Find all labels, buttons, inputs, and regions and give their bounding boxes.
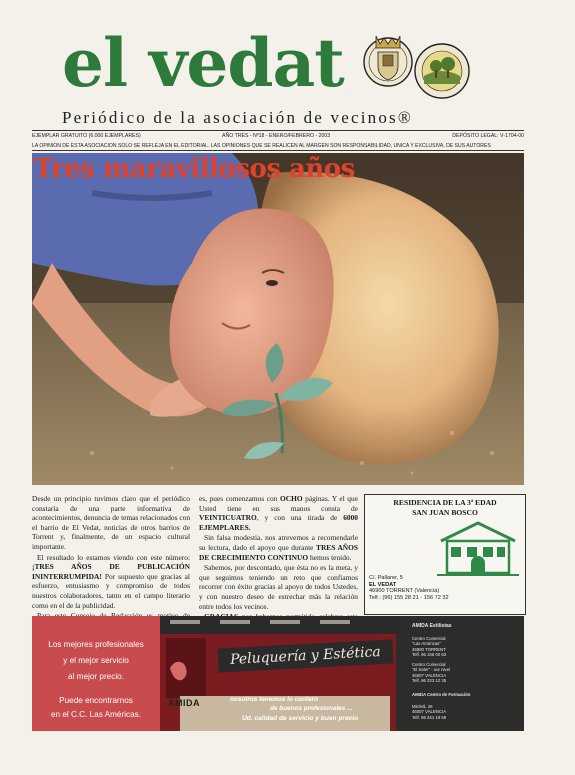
- asociacion-vecinos-seal-logo: [410, 42, 474, 100]
- article-paragraph: Desde un principio tuvimos claro que el periódico constaría de una parte informativa de acontecimientos, denuncia de temas relacionados con el barrio de El Vedat, noticias de otros barrios de Torrent y, finalmente, de un espacio cultural importante.: [32, 494, 191, 551]
- residencia-title: RESIDENCIA DE LA 3ª EDAD SAN JUAN BOSCO: [393, 498, 497, 517]
- amida-slogan-panel: Los mejores profesionales y el mejor servicio al mejor precio. Puede encontrarnos en el C.C. Las Américas.: [32, 616, 160, 731]
- amida-sign-text: Peluquería y Estética: [229, 644, 382, 668]
- amida-tagline-3: Ud. calidad de servicio y buen precio: [242, 715, 359, 722]
- amida-advertisement: [32, 616, 524, 731]
- masthead-subtitle: Periódico de la asociación de vecinos®: [62, 108, 413, 127]
- amida-tagline-2: de buenos profesionales ...: [270, 705, 353, 712]
- article-paragraph: Sin falsa modestia, nos atrevemos a recomendarle su lectura, dado el apoyo que durante TRES AÑOS DE CRECIMIENTO CONTINUO hemos tenido.: [199, 533, 359, 562]
- article-bold-text: ¡TRES AÑOS DE PUBLICACIÓN ININTERRUMPIDA!: [32, 562, 190, 581]
- residence-building-icon: [437, 521, 519, 577]
- torrent-coat-of-arms-logo: [362, 22, 414, 92]
- article-column-2: [199, 494, 358, 632]
- print-run-text: EJEMPLAR GRATUITO (6.000 EJEMPLARES): [32, 133, 141, 139]
- cover-headline: Tres maravillosos años: [34, 154, 355, 184]
- issue-number-text: AÑO TRES - Nº18 - ENERO/FEBRERO - 2003: [222, 133, 331, 139]
- amida-tagline-1: nosotros tenemos lo contero: [230, 696, 319, 703]
- residencia-address: C/. Pallarer, 5 EL VEDAT 46900 TORRENT (Valencia) Telf.: (96) 155 28 21 - 156 72 32: [369, 575, 449, 601]
- meta-rule: [32, 150, 524, 151]
- amida-locations-panel: AMIDA Estilistas Centro Comercial "Las Américas" 46900 TORRENT Telf. 96 156 00 63 Centro Comercial "El Saler" - sur nivel 46007 VALENCIA Telf. 96 333 12 35 AMIDA Centro de Formación Micheli, 26 46007 VALENCIA Telf. 96 341 19 69: [396, 616, 524, 731]
- amida-brand-logo: AMIDA: [168, 698, 200, 708]
- amida-salon-photo: [160, 616, 396, 731]
- residencia-advertisement: [364, 494, 526, 615]
- location-formacion: Micheli, 26 46007 VALENCIA Telf. 96 341 19 69: [412, 704, 447, 720]
- legal-deposit-text: DEPÓSITO LEGAL: V-1704-00: [452, 133, 524, 139]
- cover-photo: [32, 153, 524, 485]
- masthead-title: el vedat: [62, 24, 344, 102]
- top-rule: [32, 130, 524, 131]
- article-paragraph: Sabemos, por descontado, que ésta no es la meta, y que seguimos teniendo un reto que confiamos recorrer con éxito gracias al apoyo de todos Ustedes, y con nuestro deseo de estrechar más la relación entre todos los vecinos.: [199, 563, 358, 611]
- location-valencia-saler: Centro Comercial "El Saler" - sur nivel 46007 VALENCIA Telf. 96 333 12 35: [412, 662, 450, 684]
- editorial-disclaimer: LA OPINIÓN DE ESTA ASOCIACIÓN SÓLO SE REFLEJA EN EL EDITORIAL. LAS OPINIONES QUE SE REALICEN AL MARGEN SON RESPONSABILIDAD, ÚNICA Y EXCLUSIVA, DE SUS AUTORES: [32, 143, 491, 149]
- location-torrent: Centro Comercial "Las Américas" 46900 TORRENT Telf. 96 156 00 63: [412, 636, 447, 658]
- article-paragraph: El resultado lo estamos viendo con este número: ¡TRES AÑOS DE PUBLICACIÓN ININTERRUMPIDA! Por supuesto que gracias al esfuerzo, entusiasmo y compromiso de todos nuestros colaboradores, tanto en el campo literario como en el de la publicidad.: [32, 552, 190, 610]
- article-paragraph: es, pues comenzamos con OCHO páginas. Y el que Usted tiene en sus manos consta de VEINTICUATRO, y con una tirada de 6000 EJEMPLARES.: [199, 494, 358, 532]
